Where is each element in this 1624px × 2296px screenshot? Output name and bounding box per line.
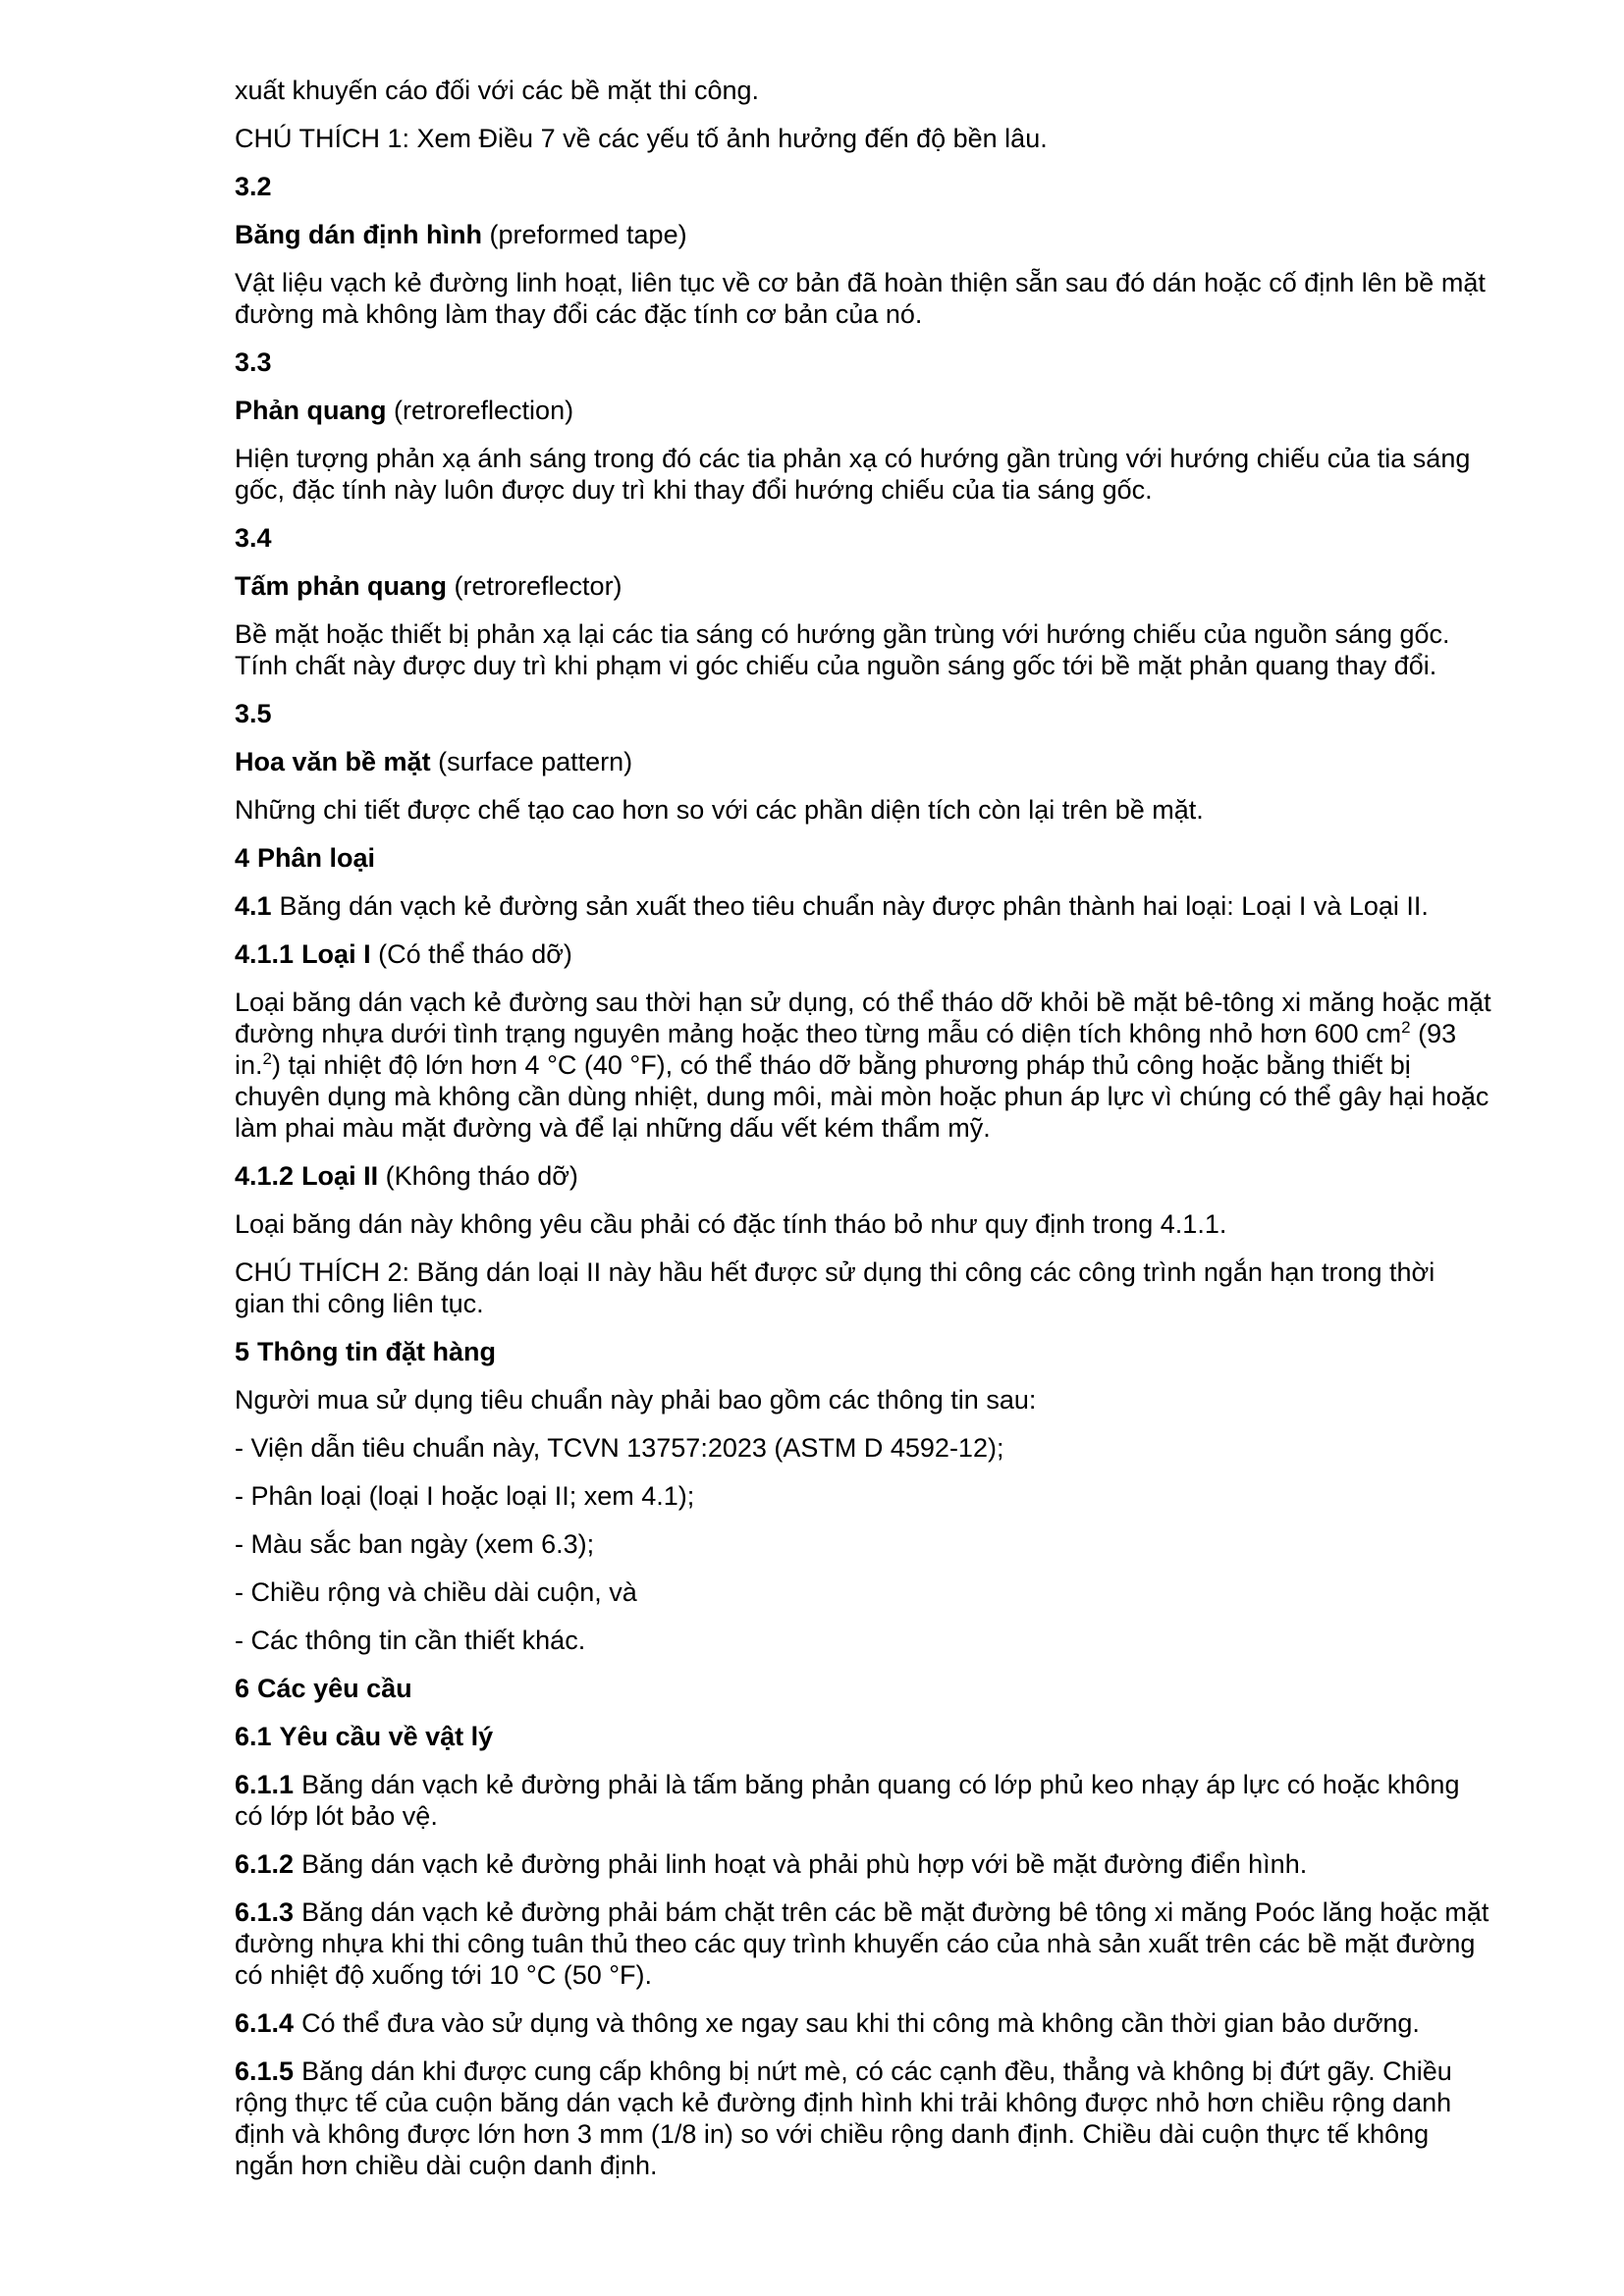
term-bold: Phản quang	[235, 396, 387, 425]
clause-3-5-term	[235, 746, 1491, 777]
clause-3-3-number: 3.3	[235, 347, 272, 377]
list-item: - Các thông tin cần thiết khác.	[235, 1626, 586, 1655]
clause-6-1-heading	[235, 1721, 1491, 1752]
clause-title: Loại I	[301, 939, 371, 969]
clause-6-1-3	[235, 1896, 1491, 1991]
clause-4-1-2-text: Loại băng dán này không yêu cầu phải có đặc tính tháo bỏ như quy định trong 4.1.1.	[235, 1209, 1227, 1239]
clause-number: 6.1.3	[235, 1897, 295, 1927]
list-item: - Chiều rộng và chiều dài cuộn, và	[235, 1577, 637, 1607]
clause-3-2-term	[235, 219, 1491, 250]
clause-number: 4.1	[235, 891, 272, 921]
clause-6-1-4	[235, 2007, 1491, 2039]
section-number: 6	[235, 1674, 250, 1703]
clause-number: 6.1.5	[235, 2056, 295, 2086]
section-title: Thông tin đặt hàng	[257, 1337, 496, 1366]
clause-3-3-definition: Hiện tượng phản xạ ánh sáng trong đó các tia phản xạ có hướng gần trùng với hướng chiếu của tia sáng gốc, đặc tính này luôn được duy trì khi thay đổi hướng chiếu của tia sáng gốc.	[235, 444, 1471, 505]
clause-3-3-term	[235, 395, 1491, 426]
term-bold: Băng dán định hình	[235, 220, 482, 249]
clause-text: Có thể đưa vào sử dụng và thông xe ngay sau khi thi công mà không cần thời gian bảo dưỡng.	[301, 2008, 1420, 2038]
clause-title: Yêu cầu về vật lý	[279, 1722, 494, 1751]
clause-subtitle: (Không tháo dỡ)	[385, 1161, 578, 1191]
note-1: CHÚ THÍCH 1: Xem Điều 7 về các yếu tố ảnh hưởng đến độ bền lâu.	[235, 124, 1048, 153]
note-2: CHÚ THÍCH 2: Băng dán loại II này hầu hết được sử dụng thi công các công trình ngắn hạn trong thời gian thi công liên tục.	[235, 1257, 1435, 1318]
section-title: Các yêu cầu	[257, 1674, 412, 1703]
section-number: 5	[235, 1337, 250, 1366]
clause-number: 6.1.1	[235, 1770, 295, 1799]
term-bold: Hoa văn bề mặt	[235, 747, 431, 776]
term-bold: Tấm phản quang	[235, 571, 447, 601]
section-5-heading	[235, 1336, 1491, 1367]
clause-3-5-number: 3.5	[235, 699, 272, 728]
clause-4-1-1-text: Loại băng dán vạch kẻ đường sau thời hạn sử dụng, có thể tháo dỡ khỏi bề mặt bê-tông xi măng hoặc mặt đường nhựa dưới tình trạng nguyên mảng hoặc theo từng mẫu có diện tích không nhỏ hơn 600 $cm^2$ (93 in.$^2$) tại nhiệt độ lớn hơn 4 °C (40 °F), có thể tháo dỡ bằng phương pháp thủ công hoặc bằng thiết bị chuyên dụng mà không cần dùng nhiệt, dung môi, mài mòn hoặc phun áp lực vì chúng có thể gây hại hoặc làm phai màu mặt đường và để lại những dấu vết kém thẩm mỹ.	[235, 988, 1491, 1143]
clause-number: 4.1.1	[235, 939, 295, 969]
clause-subtitle: (Có thể tháo dỡ)	[378, 939, 572, 969]
clause-3-4-number: 3.4	[235, 523, 272, 553]
clause-3-4-term	[235, 570, 1491, 602]
clause-number: 4.1.2	[235, 1161, 295, 1191]
term-english: (retroreflection)	[394, 396, 574, 425]
clause-4-1-1-heading	[235, 938, 1491, 970]
clause-3-5-definition: Những chi tiết được chế tạo cao hơn so với các phần diện tích còn lại trên bề mặt.	[235, 795, 1204, 825]
section-title: Phân loại	[257, 843, 376, 873]
clause-text: Băng dán vạch kẻ đường sản xuất theo tiêu chuẩn này được phân thành hai loại: Loại I và Loại II.	[279, 891, 1429, 921]
term-english: (surface pattern)	[438, 747, 633, 776]
clause-3-4-definition: Bề mặt hoặc thiết bị phản xạ lại các tia sáng có hướng gần trùng với hướng chiếu của nguồn sáng gốc. Tính chất này được duy trì khi phạm vi góc chiếu của nguồn sáng gốc tới bề mặt phản quang thay đổi.	[235, 619, 1450, 680]
document-body	[235, 75, 1491, 2198]
section-4-heading	[235, 842, 1491, 874]
clause-number: 6.1.4	[235, 2008, 295, 2038]
paragraph-3-1-continuation: xuất khuyến cáo đối với các bề mặt thi công.	[235, 76, 760, 105]
clause-text: Băng dán vạch kẻ đường phải là tấm băng phản quang có lớp phủ keo nhạy áp lực có hoặc không có lớp lót bảo vệ.	[235, 1770, 1460, 1831]
clause-text: Băng dán vạch kẻ đường phải bám chặt trên các bề mặt đường bê tông xi măng Poóc lăng hoặc mặt đường nhựa khi thi công tuân thủ theo các quy trình khuyến cáo của nhà sản xuất trên các bề mặt đường có nhiệt độ xuống tới 10 °C (50 °F).	[235, 1897, 1489, 1990]
clause-text: Băng dán khi được cung cấp không bị nứt mè, có các cạnh đều, thẳng và không bị đứt gãy. Chiều rộng thực tế của cuộn băng dán vạch kẻ đường định hình khi trải không được nhỏ hơn chiều rộng danh định và không được lớn hơn 3 mm (1/8 in) so với chiều rộng danh định. Chiều dài cuộn thực tế không ngắn hơn chiều dài cuộn danh định.	[235, 2056, 1452, 2180]
clause-4-1-2-heading	[235, 1160, 1491, 1192]
clause-text: Băng dán vạch kẻ đường phải linh hoạt và phải phù hợp với bề mặt đường điển hình.	[301, 1849, 1308, 1879]
list-item: - Viện dẫn tiêu chuẩn này, TCVN 13757:2023 (ASTM D 4592-12);	[235, 1433, 1004, 1463]
section-5-intro: Người mua sử dụng tiêu chuẩn này phải bao gồm các thông tin sau:	[235, 1385, 1037, 1415]
clause-6-1-2	[235, 1848, 1491, 1880]
superscript: 2	[1401, 1018, 1411, 1037]
superscript: 2	[262, 1049, 272, 1068]
list-item: - Màu sắc ban ngày (xem 6.3);	[235, 1529, 595, 1559]
clause-4-1	[235, 890, 1491, 922]
clause-6-1-1	[235, 1769, 1491, 1832]
list-item: - Phân loại (loại I hoặc loại II; xem 4.1);	[235, 1481, 695, 1511]
clause-number: 6.1	[235, 1722, 272, 1751]
section-number: 4	[235, 843, 250, 873]
term-english: (preformed tape)	[489, 220, 687, 249]
clause-number: 6.1.2	[235, 1849, 295, 1879]
section-6-heading	[235, 1673, 1491, 1704]
clause-3-2-number: 3.2	[235, 172, 272, 201]
clause-3-2-definition: Vật liệu vạch kẻ đường linh hoạt, liên tục về cơ bản đã hoàn thiện sẵn sau đó dán hoặc cố định lên bề mặt đường mà không làm thay đổi các đặc tính cơ bản của nó.	[235, 268, 1486, 329]
clause-title: Loại II	[301, 1161, 379, 1191]
clause-6-1-5	[235, 2056, 1491, 2181]
term-english: (retroreflector)	[454, 571, 623, 601]
